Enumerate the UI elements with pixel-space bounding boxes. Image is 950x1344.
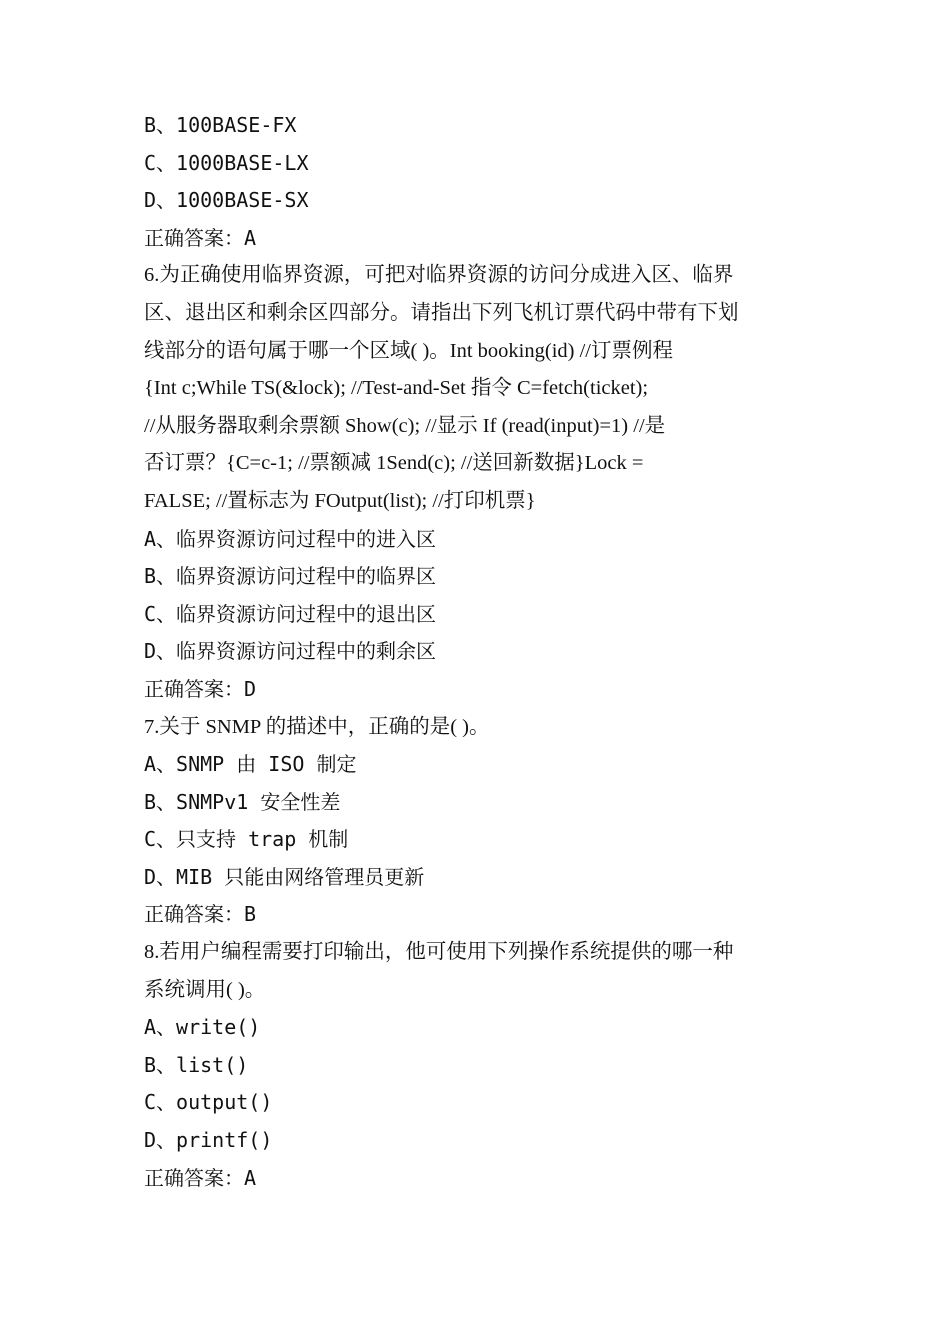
q7-answer bbox=[144, 896, 808, 934]
q8-answer-label: 正确答案： bbox=[144, 1167, 244, 1190]
q7-answer-label: 正确答案： bbox=[144, 904, 244, 927]
q5-option-b: B、100BASE-FX bbox=[144, 113, 297, 137]
q6-stem-line-6: 否订票？{C=c-1; //票额减 1Send(c); //送回新数据}Lock = bbox=[144, 452, 644, 475]
q6-option-d: D、临界资源访问过程中的剩余区 bbox=[144, 639, 437, 664]
q6-answer-label: 正确答案： bbox=[144, 678, 244, 701]
q6-stem-line-1: 6.为正确使用临界资源，可把对临界资源的访问分成进入区、临界 bbox=[144, 264, 734, 287]
q8-option-d: D、printf() bbox=[144, 1128, 273, 1153]
q6-stem-line-4: {Int c;While TS(&lock); //Test-and-Set 指令 C=fetch(ticket); bbox=[144, 377, 649, 400]
q5-answer bbox=[144, 220, 808, 258]
q6-stem-line-7: FALSE; //置标志为 FOutput(list); //打印机票} bbox=[144, 489, 536, 512]
q8-option-b: B、list() bbox=[144, 1052, 249, 1077]
q6-stem-line-5: //从服务器取剩余票额 Show(c); //显示 If (read(input)=1) //是 bbox=[144, 414, 666, 437]
q6-option-a: A、临界资源访问过程中的进入区 bbox=[144, 526, 437, 551]
q8-answer-value: A bbox=[244, 1165, 257, 1190]
q6-option-b: B、临界资源访问过程中的临界区 bbox=[144, 564, 437, 589]
q7-answer-value: B bbox=[244, 902, 257, 927]
q7-option-d: D、MIB 只能由网络管理员更新 bbox=[144, 864, 425, 889]
q6-stem-line-3: 线部分的语句属于哪一个区域( )。Int booking(id) //订票例程 bbox=[144, 339, 673, 362]
question-content bbox=[144, 107, 808, 1197]
q6-answer-value: D bbox=[244, 676, 257, 701]
q6-answer bbox=[144, 671, 808, 709]
q7-stem: 7.关于 SNMP 的描述中，正确的是( )。 bbox=[144, 715, 490, 738]
q5-answer-value: A bbox=[244, 225, 257, 250]
q5-option-c: C、1000BASE-LX bbox=[144, 150, 309, 175]
q5-answer-label: 正确答案： bbox=[144, 227, 244, 250]
q7-option-b: B、SNMPv1 安全性差 bbox=[144, 789, 341, 814]
q8-answer bbox=[144, 1160, 808, 1198]
q8-stem-line-1: 8.若用户编程需要打印输出，他可使用下列操作系统提供的哪一种 bbox=[144, 941, 734, 964]
q7-option-a: A、SNMP 由 ISO 制定 bbox=[144, 752, 357, 777]
q6-option-c: C、临界资源访问过程中的退出区 bbox=[144, 601, 437, 626]
q6-stem-line-2: 区、退出区和剩余区四部分。请指出下列飞机订票代码中带有下划 bbox=[144, 301, 739, 324]
q7-option-c: C、只支持 trap 机制 bbox=[144, 827, 349, 852]
q8-stem-line-2: 系统调用( )。 bbox=[144, 978, 266, 1001]
q8-option-c: C、output() bbox=[144, 1090, 273, 1115]
q8-option-a: A、write() bbox=[144, 1015, 261, 1040]
q5-option-d: D、1000BASE-SX bbox=[144, 188, 309, 213]
